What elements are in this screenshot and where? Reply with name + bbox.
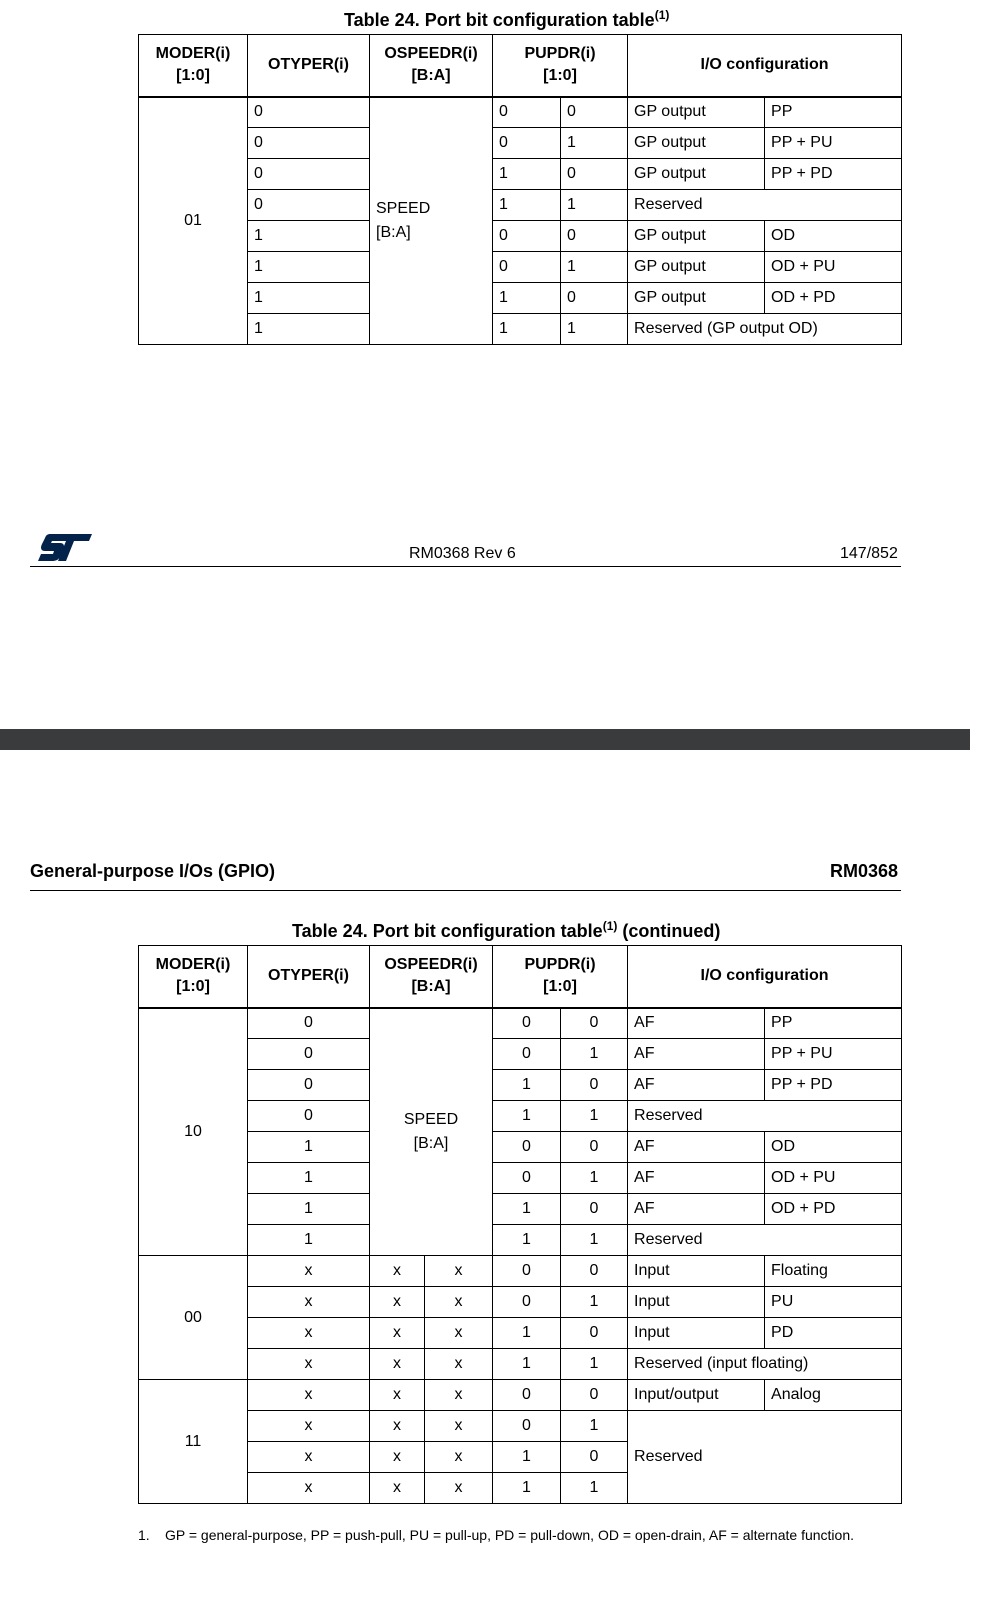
pupdr1-cell: 0 [493, 1380, 561, 1411]
pupdr0-cell: 1 [561, 128, 628, 159]
io-type-cell: PP [765, 97, 902, 128]
io-type-cell: Floating [765, 1256, 902, 1287]
header-io-config: I/O configuration [628, 946, 902, 1008]
header-doc-id: RM0368 [830, 861, 899, 881]
io-type-cell: PD [765, 1318, 902, 1349]
io-reserved-cell: Reserved [628, 1411, 902, 1504]
otyper-cell: x [248, 1256, 370, 1287]
speed-b-cell: x [370, 1349, 425, 1380]
pupdr1-cell: 1 [493, 1473, 561, 1504]
io-mode-cell: AF [628, 1008, 765, 1039]
speed-a-cell: x [425, 1411, 493, 1442]
table-row [139, 1380, 902, 1411]
speed-a-cell: x [425, 1318, 493, 1349]
table-caption-continued: Table 24. Port bit configuration table$^{(1)}$ (continued) [292, 919, 721, 941]
io-mode-cell: AF [628, 1039, 765, 1070]
table-row [139, 1287, 902, 1318]
pupdr1-cell: 0 [493, 252, 561, 283]
header-otyper: OTYPER(i) [248, 946, 370, 1008]
io-mode-cell: AF [628, 1194, 765, 1225]
footnote-text: GP = general-purpose, PP = push-pull, PU = pull-up, PD = pull-down, OD = open-drain, AF = alternate function. [165, 1527, 854, 1543]
speed-cell: SPEED [B:A] [370, 97, 493, 345]
footer-rule [30, 566, 901, 567]
table-header-row [139, 35, 902, 97]
io-mode-cell: AF [628, 1132, 765, 1163]
pupdr1-cell: 1 [493, 1070, 561, 1101]
otyper-cell: 0 [248, 1039, 370, 1070]
io-mode-cell: Reserved [628, 1101, 902, 1132]
io-type-cell: PP [765, 1008, 902, 1039]
otyper-cell: x [248, 1411, 370, 1442]
otyper-cell: x [248, 1380, 370, 1411]
pupdr0-cell: 1 [561, 1225, 628, 1256]
io-mode-cell: Reserved [628, 190, 902, 221]
otyper-cell: 0 [248, 190, 370, 221]
io-mode-cell: GP output [628, 128, 765, 159]
otyper-cell: 0 [248, 1008, 370, 1039]
pupdr0-cell: 0 [561, 283, 628, 314]
pupdr1-cell: 1 [493, 159, 561, 190]
table-row [139, 314, 902, 345]
speed-b-cell: x [370, 1380, 425, 1411]
header-pupdr: PUPDR(i) [1:0] [493, 35, 628, 97]
pupdr1-cell: 0 [493, 128, 561, 159]
io-type-cell: PP + PU [765, 1039, 902, 1070]
io-mode-cell: AF [628, 1163, 765, 1194]
pupdr0-cell: 0 [561, 1318, 628, 1349]
table-row [139, 1318, 902, 1349]
otyper-cell: 1 [248, 1163, 370, 1194]
pupdr1-cell: 0 [493, 97, 561, 128]
otyper-cell: x [248, 1318, 370, 1349]
moder-value: 11 [139, 1380, 248, 1504]
speed-b-cell: x [370, 1287, 425, 1318]
pupdr1-cell: 1 [493, 1101, 561, 1132]
table-row [139, 1163, 902, 1194]
header-rule [30, 890, 901, 891]
speed-b-cell: x [370, 1256, 425, 1287]
pupdr0-cell: 0 [561, 1132, 628, 1163]
speed-cell: SPEED [B:A] [370, 1008, 493, 1256]
table-row [139, 1411, 902, 1442]
table-header-row [139, 946, 902, 1008]
speed-a-cell: x [425, 1349, 493, 1380]
pupdr1-cell: 1 [493, 1225, 561, 1256]
port-config-table-continued [138, 945, 902, 1504]
table-row [139, 1132, 902, 1163]
pupdr0-cell: 0 [561, 1256, 628, 1287]
pupdr0-cell: 1 [561, 1349, 628, 1380]
pupdr0-cell: 0 [561, 1194, 628, 1225]
speed-b-cell: x [370, 1411, 425, 1442]
table-row [139, 97, 902, 128]
speed-b-cell: x [370, 1318, 425, 1349]
otyper-cell: x [248, 1349, 370, 1380]
otyper-cell: 1 [248, 1225, 370, 1256]
otyper-cell: x [248, 1287, 370, 1318]
pupdr1-cell: 1 [493, 190, 561, 221]
table-row [139, 1070, 902, 1101]
pupdr1-cell: 1 [493, 1442, 561, 1473]
header-pupdr: PUPDR(i) [1:0] [493, 946, 628, 1008]
footer-page-number: 147/852 [840, 545, 898, 562]
io-mode-cell: Input/output [628, 1380, 765, 1411]
footer-doc-rev: RM0368 Rev 6 [409, 545, 516, 562]
pupdr0-cell: 0 [561, 1380, 628, 1411]
pupdr1-cell: 0 [493, 1163, 561, 1194]
io-mode-cell: Reserved (input floating) [628, 1349, 902, 1380]
table-row [139, 1008, 902, 1039]
table-row [139, 1256, 902, 1287]
otyper-cell: 0 [248, 97, 370, 128]
pupdr0-cell: 1 [561, 1101, 628, 1132]
io-type-cell: Analog [765, 1380, 902, 1411]
io-mode-cell: GP output [628, 97, 765, 128]
speed-b-cell: x [370, 1473, 425, 1504]
otyper-cell: 1 [248, 314, 370, 345]
speed-a-cell: x [425, 1442, 493, 1473]
header-otyper: OTYPER(i) [248, 35, 370, 97]
header-moder: MODER(i) [1:0] [139, 946, 248, 1008]
port-config-table [138, 34, 902, 345]
table-row [139, 283, 902, 314]
pupdr0-cell: 0 [561, 159, 628, 190]
moder-value: 10 [139, 1008, 248, 1256]
pupdr1-cell: 1 [493, 283, 561, 314]
speed-a-cell: x [425, 1380, 493, 1411]
pupdr0-cell: 1 [561, 190, 628, 221]
otyper-cell: 0 [248, 159, 370, 190]
pupdr0-cell: 0 [561, 97, 628, 128]
pupdr1-cell: 1 [493, 1318, 561, 1349]
pupdr1-cell: 0 [493, 221, 561, 252]
header-ospeedr: OSPEEDR(i) [B:A] [370, 946, 493, 1008]
io-type-cell: PP + PU [765, 128, 902, 159]
pupdr1-cell: 0 [493, 1411, 561, 1442]
table-row [139, 128, 902, 159]
page-separator [0, 729, 970, 750]
pupdr1-cell: 1 [493, 1194, 561, 1225]
io-mode-cell: GP output [628, 252, 765, 283]
table-row [139, 221, 902, 252]
pupdr1-cell: 1 [493, 1349, 561, 1380]
header-moder: MODER(i) [1:0] [139, 35, 248, 97]
io-type-cell: PU [765, 1287, 902, 1318]
pupdr0-cell: 1 [561, 252, 628, 283]
speed-b-cell: x [370, 1442, 425, 1473]
table-row [139, 1349, 902, 1380]
io-type-cell: OD + PU [765, 252, 902, 283]
pupdr0-cell: 0 [561, 221, 628, 252]
table-row [139, 1101, 902, 1132]
otyper-cell: x [248, 1442, 370, 1473]
io-mode-cell: Input [628, 1318, 765, 1349]
io-type-cell: PP + PD [765, 159, 902, 190]
pupdr0-cell: 1 [561, 1163, 628, 1194]
table-row [139, 252, 902, 283]
table-row [139, 190, 902, 221]
pupdr1-cell: 0 [493, 1287, 561, 1318]
footnote-number: 1. [138, 1527, 150, 1543]
table-row [139, 159, 902, 190]
pupdr0-cell: 0 [561, 1070, 628, 1101]
otyper-cell: 1 [248, 1132, 370, 1163]
io-type-cell: PP + PD [765, 1070, 902, 1101]
pupdr0-cell: 0 [561, 1442, 628, 1473]
table-row [139, 1039, 902, 1070]
otyper-cell: 1 [248, 1194, 370, 1225]
io-mode-cell: GP output [628, 283, 765, 314]
moder-value: 01 [139, 97, 248, 345]
pupdr1-cell: 0 [493, 1039, 561, 1070]
otyper-cell: 1 [248, 252, 370, 283]
pupdr0-cell: 1 [561, 314, 628, 345]
table-row [139, 1194, 902, 1225]
io-mode-cell: Reserved [628, 1225, 902, 1256]
io-type-cell: OD + PU [765, 1163, 902, 1194]
io-mode-cell: Input [628, 1287, 765, 1318]
io-mode-cell: AF [628, 1070, 765, 1101]
otyper-cell: 1 [248, 283, 370, 314]
io-mode-cell: GP output [628, 221, 765, 252]
section-title: General-purpose I/Os (GPIO) [30, 861, 276, 881]
pupdr0-cell: 1 [561, 1411, 628, 1442]
io-type-cell: OD + PD [765, 283, 902, 314]
pupdr1-cell: 0 [493, 1256, 561, 1287]
speed-a-cell: x [425, 1473, 493, 1504]
header-ospeedr: OSPEEDR(i) [B:A] [370, 35, 493, 97]
table-row [139, 1225, 902, 1256]
io-mode-cell: GP output [628, 159, 765, 190]
otyper-cell: x [248, 1473, 370, 1504]
st-logo [38, 532, 94, 562]
pupdr0-cell: 1 [561, 1039, 628, 1070]
pupdr0-cell: 1 [561, 1287, 628, 1318]
speed-a-cell: x [425, 1287, 493, 1318]
io-mode-cell: Reserved (GP output OD) [628, 314, 902, 345]
otyper-cell: 0 [248, 128, 370, 159]
moder-value: 00 [139, 1256, 248, 1380]
io-type-cell: OD + PD [765, 1194, 902, 1225]
pupdr0-cell: 1 [561, 1473, 628, 1504]
footnote [138, 1528, 878, 1543]
otyper-cell: 0 [248, 1101, 370, 1132]
io-type-cell: OD [765, 221, 902, 252]
table-caption: Table 24. Port bit configuration table$^{(1)}$ [344, 8, 670, 30]
otyper-cell: 0 [248, 1070, 370, 1101]
speed-a-cell: x [425, 1256, 493, 1287]
otyper-cell: 1 [248, 221, 370, 252]
pupdr1-cell: 0 [493, 1008, 561, 1039]
io-mode-cell: Input [628, 1256, 765, 1287]
pupdr1-cell: 0 [493, 1132, 561, 1163]
header-io-config: I/O configuration [628, 35, 902, 97]
pupdr0-cell: 0 [561, 1008, 628, 1039]
pupdr1-cell: 1 [493, 314, 561, 345]
io-type-cell: OD [765, 1132, 902, 1163]
